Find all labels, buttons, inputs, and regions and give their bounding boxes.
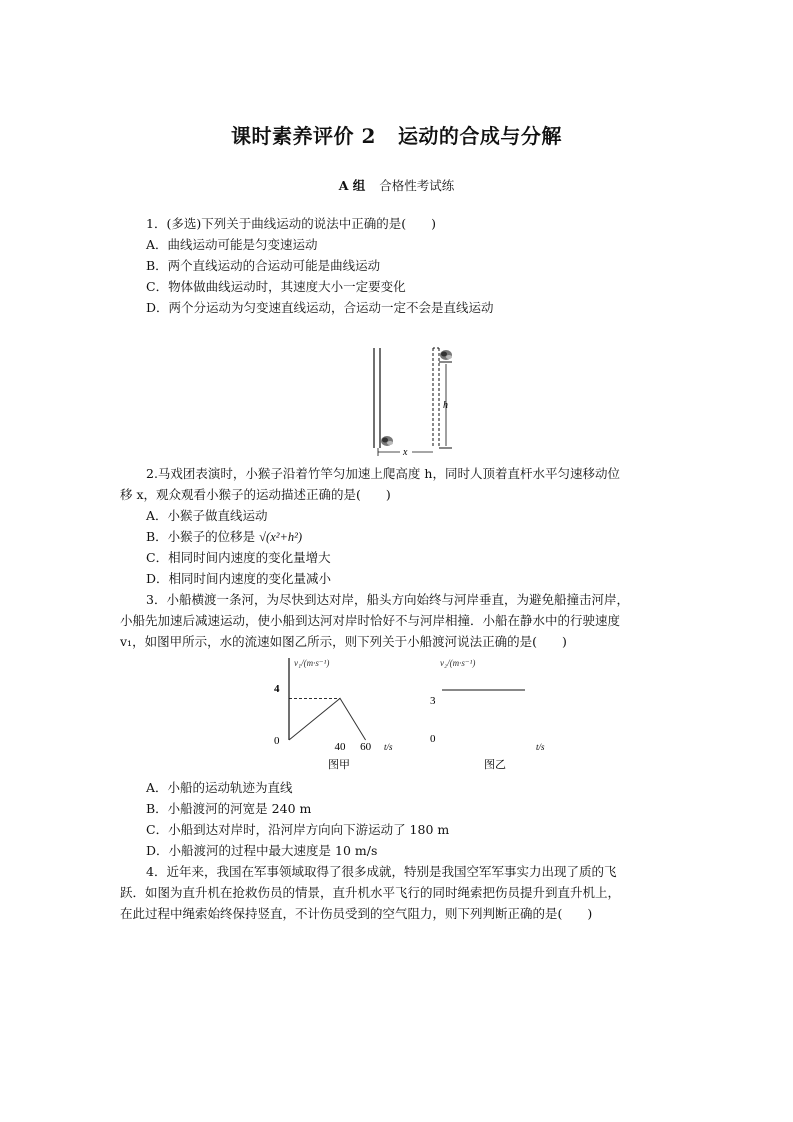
- question-stem-line-2: 跃．如图为直升机在抢救伤员的情景，直升机水平飞行的同时绳索把伤员提升到直升机上，: [120, 885, 621, 900]
- monkey-pole-figure: [366, 344, 462, 456]
- option-d: D．相同时间内速度的变化量减小: [146, 571, 332, 586]
- option-a: A．小猴子做直线运动: [146, 508, 268, 523]
- x-tick-label-60: 60: [360, 741, 372, 753]
- pole-start: [374, 348, 380, 448]
- y-tick-label-0: 0: [274, 735, 280, 747]
- monkey-icon-bottom: [381, 436, 393, 446]
- pole-end-dashed: [433, 348, 439, 448]
- option-c: C．物体做曲线运动时，其速度大小一定要变化: [146, 279, 406, 294]
- option-b-formula: √(x²+h²): [259, 530, 303, 544]
- y-tick-label-0: 0: [430, 733, 436, 745]
- question-stem: 1．(多选)下列关于曲线运动的说法中正确的是( ): [146, 216, 436, 231]
- x-axis-label: t/s: [536, 742, 545, 752]
- h-label: h: [443, 400, 448, 411]
- group-name: 合格性考试练: [379, 178, 455, 193]
- question-stem-line-1: 4．近年来，我国在军事领域取得了很多成就，特别是我国空军军事实力出现了质的飞: [146, 864, 617, 879]
- page-title: [0, 120, 793, 149]
- question-stem-line-3: v₁，如图甲所示，水的流速如图乙所示，则下列关于小船渡河说法正确的是( ): [120, 634, 567, 649]
- option-b: B．两个直线运动的合运动可能是曲线运动: [146, 258, 381, 273]
- title-sub: 运动的合成与分解: [397, 124, 562, 148]
- y-axis-label: v₁/(m·s⁻¹): [294, 658, 330, 668]
- question-stem-line-1: 3．小船横渡一条河，为尽快到达对岸，船头方向始终与河岸垂直，为避免船撞击河岸，: [146, 592, 629, 607]
- option-b: [146, 529, 302, 545]
- chart-caption: 图甲: [328, 759, 350, 771]
- chart-caption: 图乙: [484, 759, 506, 771]
- option-a: A．小船的运动轨迹为直线: [146, 780, 293, 795]
- x-tick-label-40: 40: [334, 741, 346, 753]
- question-stem-line-3: 在此过程中绳索始终保持竖直，不计伤员受到的空气阻力，则下列判断正确的是( ): [120, 906, 593, 921]
- option-c: C．相同时间内速度的变化量增大: [146, 550, 331, 565]
- option-a: A．曲线运动可能是匀变速运动: [146, 237, 318, 252]
- x-label: x: [403, 447, 408, 456]
- y-axis-label: v₂/(m·s⁻¹): [440, 658, 476, 668]
- option-b-text: B．小猴子的位移是: [146, 529, 260, 544]
- monkey-icon-top: [440, 350, 452, 360]
- series-line-v1: [289, 698, 366, 740]
- group-label: A 组: [338, 178, 366, 193]
- option-c: C．小船到达对岸时，沿河岸方向向下游运动了 180 m: [146, 822, 450, 837]
- title-main: 课时素养评价 2: [231, 124, 376, 148]
- option-d: D．两个分运动为匀变速直线运动，合运动一定不会是直线运动: [146, 300, 494, 315]
- section-heading: [0, 176, 793, 194]
- y-tick-label-3: 3: [430, 695, 436, 707]
- x-axis-label: t/s: [384, 742, 393, 752]
- question-stem-line-2: 移 x，观众观看小猴子的运动描述正确的是( ): [120, 487, 391, 502]
- question-stem-line-1: 2.马戏团表演时，小猴子沿着竹竿匀加速上爬高度 h，同时人顶着直杆水平匀速移动位: [146, 466, 620, 481]
- option-b: B．小船渡河的河宽是 240 m: [146, 801, 312, 816]
- y-tick-label-4: 4: [274, 683, 280, 695]
- option-d: D．小船渡河的过程中最大速度是 10 m/s: [146, 843, 378, 858]
- question-stem-line-2: 小船先加速后减速运动，使小船到达河对岸时恰好不与河岸相撞．小船在静水中的行驶速度: [120, 613, 621, 628]
- chart-jia: [268, 652, 408, 774]
- chart-yi: [422, 652, 562, 774]
